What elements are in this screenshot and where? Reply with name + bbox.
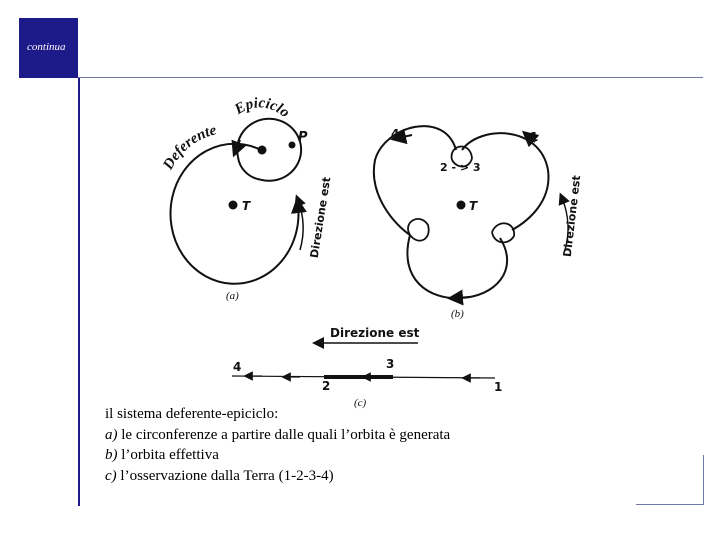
caption-item-a bbox=[105, 425, 605, 446]
orbit-arrow-bottom bbox=[455, 297, 470, 298]
caption-item-c bbox=[105, 466, 605, 487]
orbit-point-23: 2 - > 3 bbox=[440, 161, 481, 174]
figure-caption bbox=[105, 404, 605, 486]
orbit-bottom-lobe bbox=[407, 235, 507, 298]
panel-label-b: (b) bbox=[451, 308, 464, 320]
observation-point-3: 3 bbox=[386, 357, 395, 371]
panel-label-a: (a) bbox=[226, 290, 239, 302]
caption-letter-a: a) bbox=[105, 426, 118, 443]
orbit-arrow-top bbox=[398, 135, 412, 138]
caption-letter-b: b) bbox=[105, 447, 118, 463]
planet-dot bbox=[289, 142, 296, 149]
direction-label-b: Direzione est bbox=[560, 174, 584, 258]
caption-text-a: le circonferenze a partire dalle quali l’orbita è generata bbox=[117, 426, 451, 443]
direction-label-a: Direzione est bbox=[307, 175, 334, 259]
caption-text-b: l’orbita effettiva bbox=[117, 447, 219, 463]
epicycle-label: Epiciclo bbox=[232, 95, 293, 121]
panel-label-c: (c) bbox=[354, 397, 367, 409]
orbit-top-right-lobe bbox=[462, 133, 548, 230]
orbit-small-loop-left bbox=[408, 219, 429, 241]
deferent-label: Deferente bbox=[160, 122, 219, 173]
earth-label-b: T bbox=[469, 199, 478, 213]
earth-dot-a bbox=[229, 201, 238, 210]
orbit-point-1: 1 bbox=[530, 130, 539, 144]
panel-c bbox=[232, 326, 502, 409]
observation-point-4: 4 bbox=[233, 360, 242, 374]
observation-point-1: 1 bbox=[494, 380, 503, 394]
observation-point-2: 2 bbox=[322, 379, 331, 393]
orbit-small-loop-right bbox=[492, 223, 514, 242]
section-tag-label: continua bbox=[27, 41, 66, 53]
orbit-point-4: 4 bbox=[391, 127, 400, 141]
panel-b bbox=[374, 126, 583, 320]
caption-letter-c: c) bbox=[105, 467, 117, 484]
panel-a bbox=[160, 95, 333, 302]
caption-intro: il sistema deferente-epiciclo: bbox=[105, 406, 279, 422]
epicycle-center-dot bbox=[258, 146, 267, 155]
earth-dot-b bbox=[457, 201, 466, 210]
deferent-circle bbox=[170, 144, 298, 284]
earth-label-a: T bbox=[242, 199, 251, 213]
direction-label-c: Direzione est bbox=[330, 326, 420, 340]
planet-label: P bbox=[298, 130, 308, 145]
caption-item-b bbox=[105, 445, 605, 466]
caption-text-c: l’osservazione dalla Terra (1-2-3-4) bbox=[116, 467, 334, 484]
epicycle-circle bbox=[237, 119, 301, 181]
